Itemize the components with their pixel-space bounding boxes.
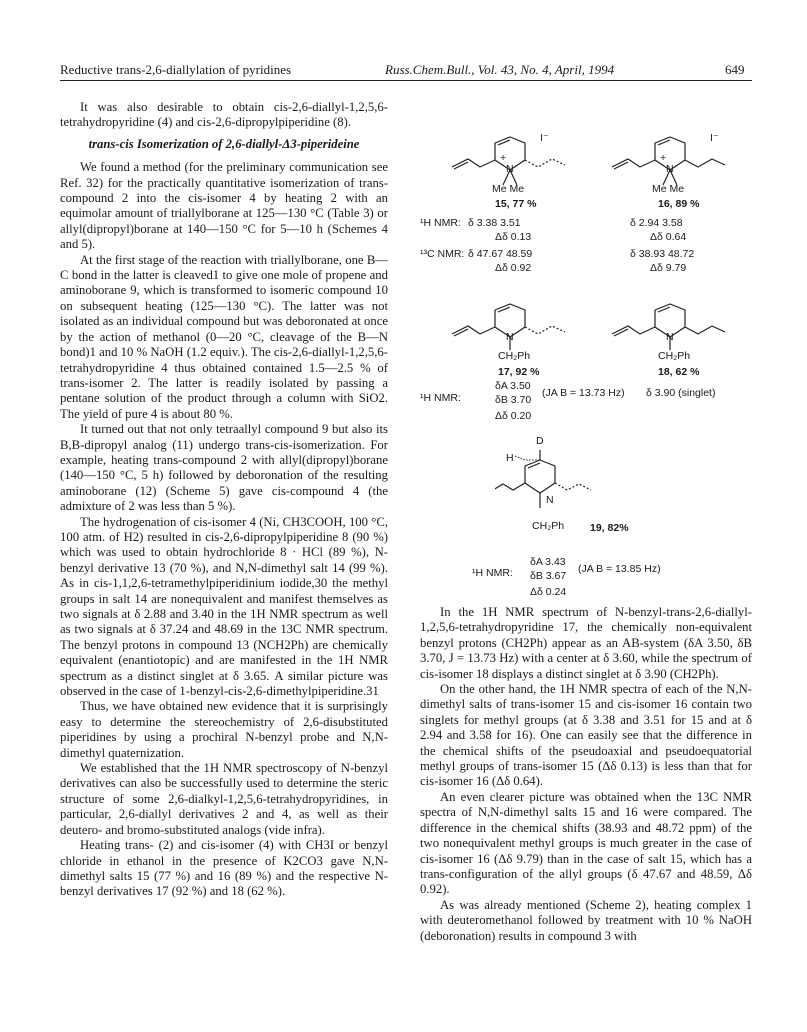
nmr-17-b: δB 3.70 xyxy=(495,394,532,406)
h-nmr-label: ¹H NMR: xyxy=(420,217,461,229)
benzyl-label: CH₂Ph xyxy=(532,520,565,532)
nitrogen-label: N xyxy=(506,331,514,343)
nmr-19-j: (JA B = 13.85 Hz) xyxy=(578,563,661,575)
nmr-16-h-delta: Δδ 0.64 xyxy=(650,231,687,243)
paragraph: Thus, we have obtained new evidence that it is surprisingly easy to determine the stereochemistry of 2,6-disubstituted piperidines by using a prochiral N-benzyl probe and N,N-dimethyl quaternization. xyxy=(60,699,388,760)
structure-17 xyxy=(440,302,570,352)
nmr-19-b: δB 3.67 xyxy=(530,570,567,582)
h-nmr-label: ¹H NMR: xyxy=(420,392,461,404)
header-rule xyxy=(60,80,752,81)
nmr-16-h: δ 2.94 3.58 xyxy=(630,217,683,229)
plus-sign: + xyxy=(500,152,507,164)
plus-sign: + xyxy=(660,152,667,164)
nmr-17-delta: Δδ 0.20 xyxy=(495,410,532,422)
h-nmr-label: ¹H NMR: xyxy=(472,567,513,579)
paragraph: It was also desirable to obtain cis-2,6-diallyl-1,2,5,6-tetrahydropyridine (4) and cis-2,6-dipropylpiperidine (8). xyxy=(60,100,388,130)
methyl-labels: Me Me xyxy=(492,183,525,195)
iodide-label: I⁻ xyxy=(710,132,719,144)
paragraph: We established that the 1H NMR spectroscopy of N-benzyl derivatives can also be successfully used to determine the steric structure of some 2,6-dialkyl-1,2,5,6-tetrahydropyridines, in particular, 2,6-diallyl derivatives 2 and 4, as well as their deutero- and bromo-substituted analogs (vide infra). xyxy=(60,761,388,837)
paragraph: On the other hand, the 1H NMR spectra of each of the N,N-dimethyl salts of trans-isomer 15 and cis-isomer 16 contain two singlets for methyl groups (at δ 3.38 and 3.51 for 15 and at δ 2.94 and 3.58 for 16). One can easily see that the difference in the chemical shifts of the pseudoaxial and pseudoequatorial methyl groups of trans-isomer 15 (Δδ 0.13) is less than that for cis-isomer 16 (Δδ 0.64). xyxy=(420,682,752,789)
benzyl-label: CH₂Ph xyxy=(498,350,531,362)
caption-15: 15, 77 % xyxy=(495,198,537,210)
nmr-15-h-delta: Δδ 0.13 xyxy=(495,231,532,243)
c-nmr-label: ¹³C NMR: xyxy=(420,248,465,260)
paragraph: Heating trans- (2) and cis-isomer (4) with CH3I or benzyl chloride in ethanol in the presence of K2CO3 gave N,N-dimethyl salts 15 (77 %) and 16 (89 %) and the respective N-benzyl derivatives 17 (92 %) and 18 (62 %). xyxy=(60,838,388,899)
caption-18: 18, 62 % xyxy=(658,366,700,378)
nmr-15-c: δ 47.67 48.59 xyxy=(468,248,533,260)
nmr-16-c: δ 38.93 48.72 xyxy=(630,248,695,260)
nmr-15-c-delta: Δδ 0.92 xyxy=(495,262,532,274)
paragraph: We found a method (for the preliminary communication see Ref. 32) for the practically quantitative isomerization of trans-compound 2 into the cis-isomer 4 by heating 2 with an equimolar amount of triallylborane at 125—130 °C (Table 3) or allyl(dipropyl)borane at 140—150 °C for 5—10 h (Schemes 4 and 5). xyxy=(60,160,388,252)
nmr-17-a: δA 3.50 xyxy=(495,380,531,392)
caption-16: 16, 89 % xyxy=(658,198,700,210)
nmr-17-j: (JA B = 13.73 Hz) xyxy=(542,387,625,399)
nmr-15-h: δ 3.38 3.51 xyxy=(468,217,521,229)
nmr-18-singlet: δ 3.90 (singlet) xyxy=(646,387,716,399)
right-column xyxy=(420,605,752,944)
iodide-label: I⁻ xyxy=(540,132,549,144)
paragraph: In the 1H NMR spectrum of N-benzyl-trans-2,6-diallyl-1,2,5,6-tetrahydropyridine 17, the chemically non-equivalent benzyl protons (CH2Ph) appear as an AB-system (δA 3.50, δB 3.70, J = 13.73 Hz) with a center at δ 3.60, while the spectrum of cis-isomer 18 displays a distinct singlet at δ 3.90 (CH2Ph). xyxy=(420,605,752,681)
nitrogen-label: N xyxy=(666,331,674,343)
caption-19: 19, 82% xyxy=(590,522,629,534)
journal-citation: Russ.Chem.Bull., Vol. 43, No. 4, April, 1994 xyxy=(385,62,615,77)
paragraph: As was already mentioned (Scheme 2), heating complex 1 with deuteromethanol followed by treatment with 10 % NaOH (deboronation) results in compound 3 with xyxy=(420,897,752,943)
nitrogen-label: N xyxy=(666,163,674,175)
left-column xyxy=(60,100,388,900)
hydrogen-label: H xyxy=(506,452,514,464)
deuterium-label: D xyxy=(536,435,544,447)
running-title: Reductive trans-2,6-diallylation of pyridines xyxy=(60,62,292,77)
nitrogen-label: N xyxy=(506,163,514,175)
structure-19 xyxy=(495,448,635,518)
benzyl-label: CH₂Ph xyxy=(658,350,691,362)
paragraph: The hydrogenation of cis-isomer 4 (Ni, CH3COOH, 100 °C, 100 atm. of H2) resulted in cis-2,6-dipropylpiperidine 8 (90 %) which was used to obtain hydrochloride 8 · HCl (89 %), N-benzyl derivative 13 (70 %), and N,N-dimethyl salt 14 (99 %). As in cis-1,1,2,6-tetramethylpiperidinium iodide,30 the methyl groups in salt 14 are nonequivalent and manifest themselves as two signals at δ 2.88 and 3.40 in the 1H NMR spectrum as well as two signals at δ 37.24 and 48.69 in the 13C NMR spectrum. The benzyl protons in compound 13 (NCH2Ph) are chemically equivalent (enantiotopic) and are manifested in the 1H NMR spectrum as a distinct singlet at δ 3.65. A similar picture was observed in the case of 1-benzyl-cis-2,6-dimethylpiperidine.31 xyxy=(60,514,388,699)
structure-18 xyxy=(600,302,730,352)
methyl-labels: Me Me xyxy=(652,183,685,195)
nmr-19-delta: Δδ 0.24 xyxy=(530,586,567,598)
nitrogen-label: N xyxy=(546,494,554,506)
paragraph: An even clearer picture was obtained when the 13C NMR spectra of N,N-dimethyl salts 15 and 16 were compared. The difference in the chemical shifts (38.93 and 48.72 ppm) of the two nonequivalent methyl groups is much greater in the case of cis-isomer 16 (Δδ 9.79) than in the case of salt 15, which has a trans-configuration of the allyl groups (δ 47.67 and 48.59, Δδ 0.92). xyxy=(420,789,752,897)
caption-17: 17, 92 % xyxy=(498,366,540,378)
page-number: 649 xyxy=(725,62,745,77)
nmr-19-a: δA 3.43 xyxy=(530,556,566,568)
nmr-16-c-delta: Δδ 9.79 xyxy=(650,262,687,274)
scheme-figure xyxy=(420,130,752,598)
paragraph: It turned out that not only tetraallyl compound 9 but also its B,B-dipropyl analog (11) undergo trans-cis-isomerization. For example, heating trans-compound 2 with allyl(dipropyl)borane (140—150 °C, 5 h) followed by deboronation of the resulting aminoborane (12) (Scheme 5) gave cis-compound 4 (the admixture of 2 was less than 5 %). xyxy=(60,422,388,514)
paragraph: At the first stage of the reaction with triallylborane, one B—C bond in the latter is cleaved1 to give one mole of propene and aminoborane 9, which is transformed to isomeric compound 10 on subsequent heating (125—130 °C). The latter was not isolated as an individual compound but was deboronated at once by the action of methanol (0—20 °C, cleavage of the B—N bond)1 and 10 % NaOH (1.2 equiv.). The cis-2,6-diallyl-1,2,5,6-tetrahydropyridine 4 thus obtained contained 1.5—2.5 % of trans-isomer 2. The latter is readily isolated by passing a pentane solution of the product through a column with SiO2. The yield of pure 4 is about 80 %. xyxy=(60,252,388,421)
section-heading: trans-cis Isomerization of 2,6-diallyl-Δ3-piperideine xyxy=(88,136,360,151)
